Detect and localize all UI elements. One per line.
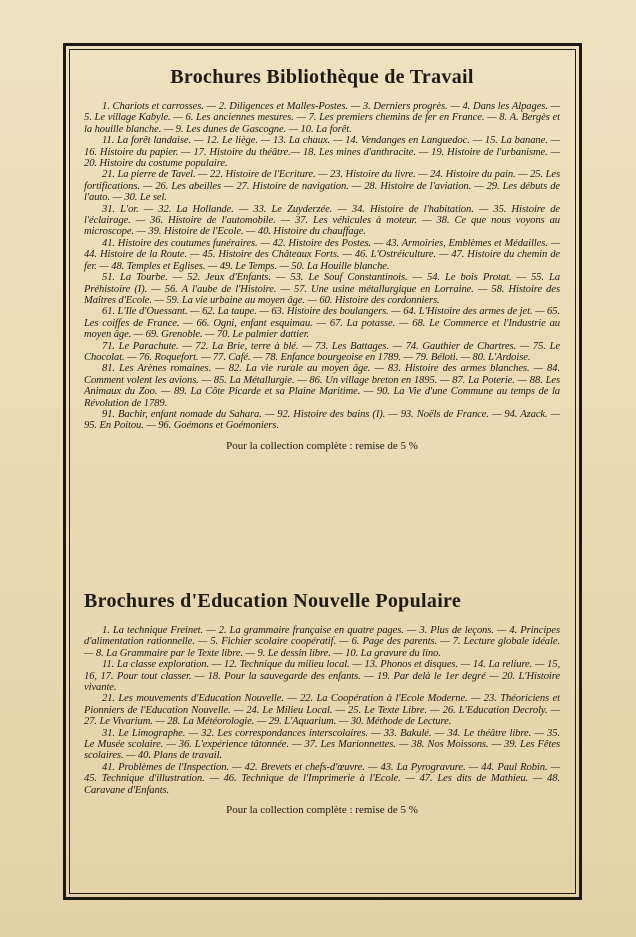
catalog-paragraph: 91. Bachir, enfant nomade du Sahara. — 92. Histoire des bains (I). — 93. Noëls de France. — 94. Azack. — 95. En Poitou. — 96. Goémons et Goémoniers. — [84, 408, 560, 432]
section-education-nouvelle-populaire — [84, 590, 560, 816]
catalog-paragraph: 1. Chariots et carrosses. — 2. Diligences et Malles-Postes. — 3. Derniers progrès. — 4. Dans les Alpages. — 5. Le village Kabyle. — 6. Les anciennes mesures. — 7. Les premiers chemins de fer en France. — 8. A. Bergès et la houille blanche. — 9. Les dunes de Gascogne. — 10. La forêt. — [84, 101, 560, 135]
discount-note: Pour la collection complète : remise de 5 % — [226, 439, 418, 452]
catalog-paragraph: 81. Les Arènes romaines. — 82. La vie rurale au moyen âge. — 83. Histoire des armes blanches. — 84. Comment volent les avions. — 85. La Métallurgie. — 86. Un village breton en 1895. — 87. La Poterie. — 88. Les Animaux du Zoo. — 89. La Côte Picarde et sa Plaine Maritime. — 90. La Vie d'une Commune au temps de la Révolution de 1789. — [84, 363, 560, 409]
catalog-paragraph: 71. Le Parachute. — 72. La Brie, terre à blé. — 73. Les Battages. — 74. Gauthier de Chartres. — 75. Le Chocolat. — 76. Roquefort. — 77. Café. — 78. Enfance bourgeoise en 1789. — 79. Béloti. — 80. L'Ardoise. — [84, 340, 560, 363]
catalog-paragraph: 51. La Tourbe. — 52. Jeux d'Enfants. — 53. Le Souf Constantinois. — 54. Le bois Protat. — 55. La Préhistoire (I). — 56. A l'aube de l'Histoire. — 57. Une usine métallurgique en Lorraine. — 58. Histoire des Maîtres d'Ecole. — 59. La vie urbaine au moyen âge. — 60. Histoire des cordonniers. — [84, 272, 560, 306]
catalog-paragraph: 61. L'Ile d'Ouessant. — 62. La taupe. — 63. Histoire des boulangers. — 64. L'Histoire des armes de jet. — 65. Les coiffes de France. — 66. Ogni, enfant esquimau. — 67. La potasse. — 68. Le Commerce et l'Industrie au moyen âge. — 69. Grenoble. — 70. Le palmier dattier. — [84, 306, 560, 341]
section-title: Brochures Bibliothèque de Travail — [170, 66, 474, 88]
catalog-paragraph: 11. La forêt landaise. — 12. Le liège. — 13. La chaux. — 14. Vendanges en Languedoc. — 15. La banane. — 16. Histoire du papier. — 17. Histoire du théâtre.— 18. Les mines d'anthracite. — 19. Histoire de l'urbanisme. — 20. Histoire du costume populaire. — [84, 135, 560, 170]
catalog-paragraph: 31. Le Limographe. — 32. Les correspondances interscolaires. — 33. Bakulé. — 34. Le théâtre libre. — 35. Le Musée scolaire. — 36. L'expérience tâtonnée. — 37. Les Marionnettes. — 38. Nos Moissons. — 39. Les Fêtes scolaires. — 40. Plans de travail. — [84, 727, 560, 762]
catalog-paragraph: 31. L'or. — 32. La Hollande. — 33. Le Zuyderzée. — 34. Histoire de l'habitation. — 35. Histoire de l'éclairage. — 36. Histoire de l'automobile. — 37. Les véhicules à moteur. — 38. Ce que nous voyons au microscope. — 39. Histoire de l'Ecole. — 40. Histoire du chauffage. — [84, 203, 560, 238]
discount-note: Pour la collection complète : remise de 5 % — [226, 804, 418, 817]
section-bibliotheque-de-travail — [84, 66, 560, 452]
catalog-paragraph: 11. La classe exploration. — 12. Technique du milieu local. — 13. Phonos et disques. — 14. La reliure. — 15, 16, 17. Pour tout classer. — 18. Pour la sauvegarde des enfants. — 19. Par delà le 1er degré — 20. L'Histoire vivante. — [84, 659, 560, 694]
catalog-paragraph: 1. La technique Freinet. — 2. La grammaire française en quatre pages. — 3. Plus de leçons. — 4. Principes d'alimentation rationnelle. — 5. Fichier scolaire coopératif. — 6. Page des parents. — 7. Lecture globale idéale. — 8. La Grammaire par le Texte libre. — 9. Le dessin libre. — 10. La gravure du lino. — [84, 625, 560, 659]
catalog-paragraph: 41. Problèmes de l'Inspection. — 42. Brevets et chefs-d'œuvre. — 43. La Pyrogravure. — 44. Paul Robin. — 45. Technique d'illustration. — 46. Technique de l'Imprimerie à l'Ecole. — 47. Les dits de Mathieu. — 48. Caravane d'Enfants. — [84, 761, 560, 796]
catalog-paragraph: 21. Les mouvements d'Education Nouvelle. — 22. La Coopération à l'Ecole Moderne. — 23. Théoriciens et Pionniers de l'Education Nouvelle. — 24. Le Milieu Local. — 25. Le Texte Libre. — 26. L'Education Decroly. — 27. Le Vivarium. — 28. La Météorologie. — 29. L'Aquarium. — 30. Méthode de Lecture. — [84, 693, 560, 728]
section-title: Brochures d'Education Nouvelle Populaire — [84, 590, 462, 612]
catalog-paragraph: 41. Histoire des coutumes funéraires. — 42. Histoire des Postes. — 43. Armoiries, Emblèmes et Médailles. — 44. Histoire de la Route. — 45. Histoire des Châteaux Forts. — 46. L'Ostréiculture. — 47. Histoire du chemin de fer. — 48. Temples et Eglises. — 49. Le Temps. — 50. La Houille blanche. — [84, 237, 560, 272]
catalog-paragraph: 21. La pierre de Tavel. — 22. Histoire de l'Ecriture. — 23. Histoire du livre. — 24. Histoire du pain. — 25. Les fortifications. — 26. Les abeilles — 27. Histoire de navigation. — 28. Histoire de l'aviation. — 29. Les débuts de l'auto. — 30. Le sel. — [84, 169, 560, 204]
